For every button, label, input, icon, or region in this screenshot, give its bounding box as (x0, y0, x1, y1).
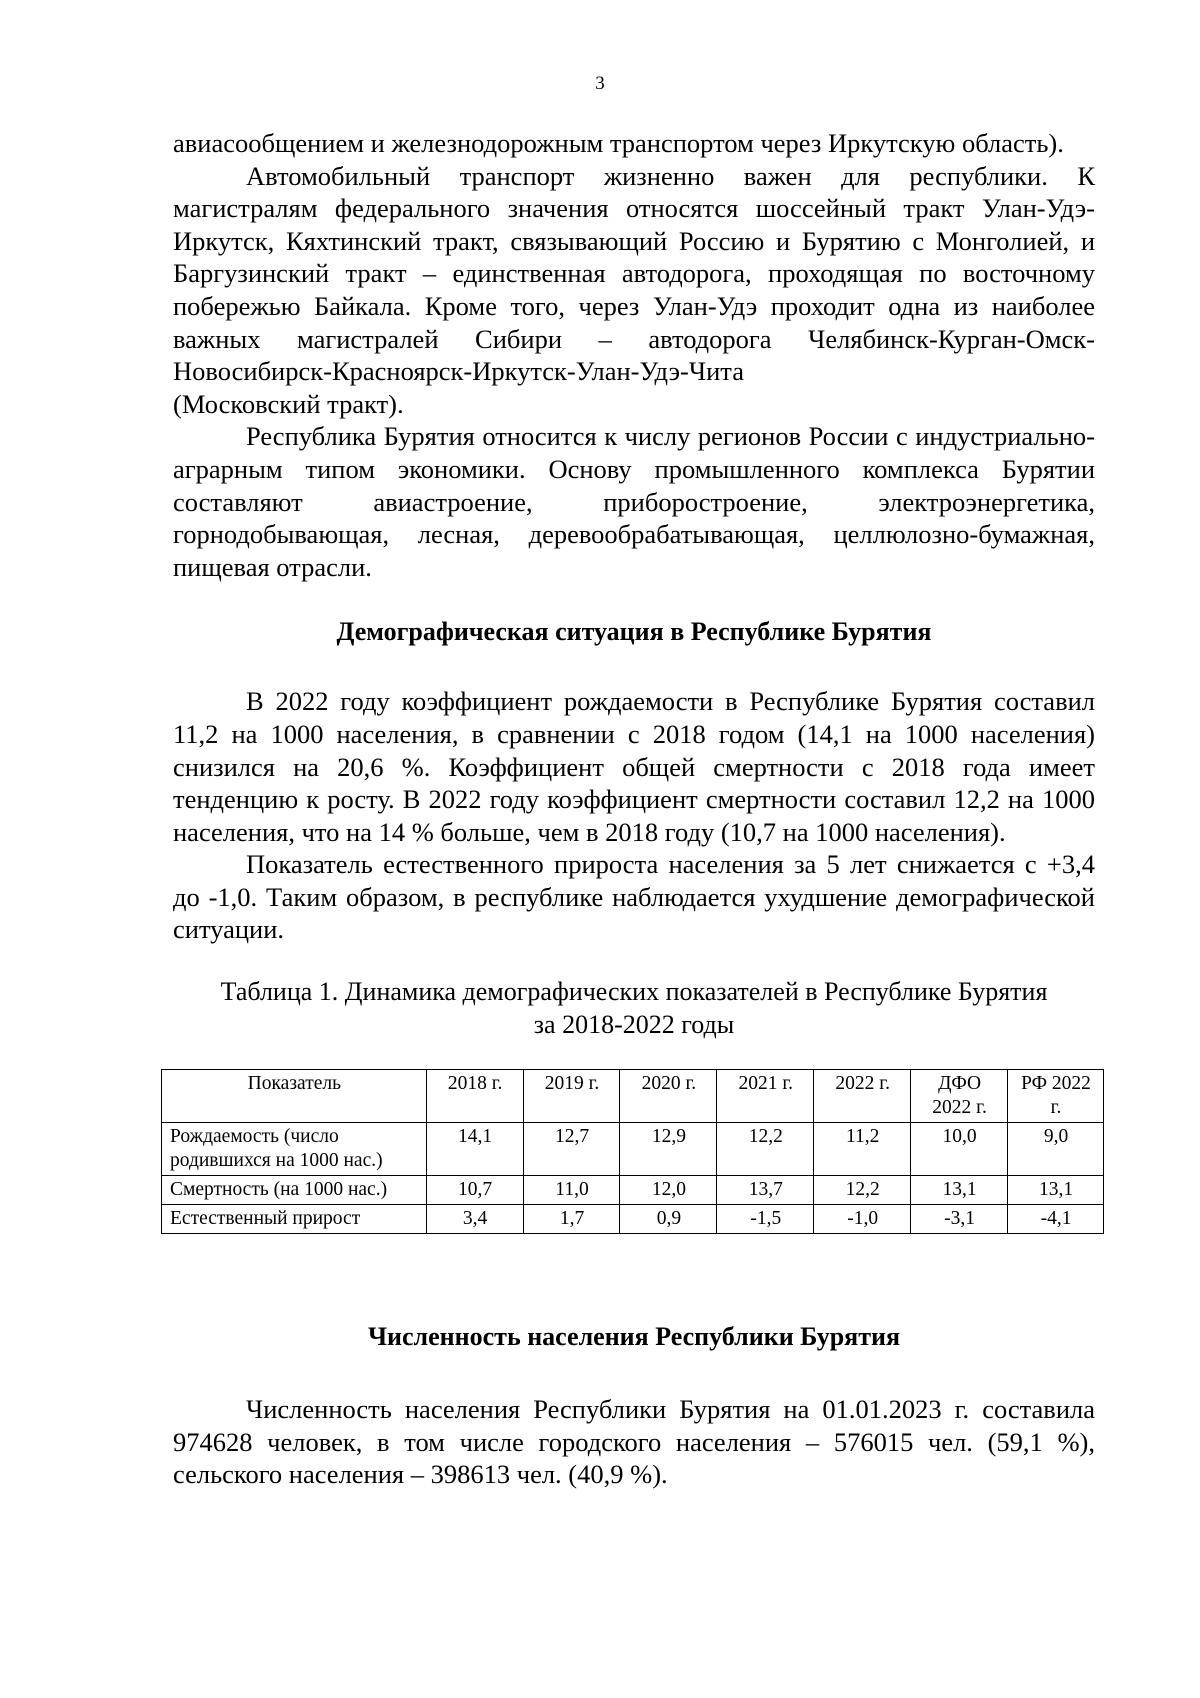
table-cell: 9,0 (1008, 1123, 1104, 1176)
table-header-cell: РФ 2022 г. (1008, 1070, 1104, 1123)
table-cell-label: Естественный прирост (162, 1205, 427, 1234)
table-cell: 11,0 (523, 1176, 620, 1205)
table-cell: 12,2 (717, 1123, 814, 1176)
table-cell: 12,0 (620, 1176, 717, 1205)
table-cell: -3,1 (911, 1205, 1008, 1234)
table-cell: -1,5 (717, 1205, 814, 1234)
table-cell: 10,7 (426, 1176, 523, 1205)
table-header-cell: ДФО 2022 г. (911, 1070, 1008, 1123)
table-header-cell: 2022 г. (814, 1070, 911, 1123)
table-header-cell: 2018 г. (426, 1070, 523, 1123)
table-caption-line-1: Таблица 1. Динамика демографических показателей в Республике Бурятия (220, 977, 1048, 1007)
table-header-row (162, 1070, 1104, 1123)
table-cell: 13,7 (717, 1176, 814, 1205)
intro-paragraph-economy: Республика Бурятия относится к числу регионов России с индустриально-аграрным типом экономики. Основу промышленного комплекса Бурятии составляют авиастроение, приборостроение, электроэнергетика, горнодобывающая, лесная, деревообрабатывающая, целлюлозно-бумажная, пищевая отрасли. (173, 421, 1095, 582)
table-cell: 3,4 (426, 1205, 523, 1234)
intro-paragraph-continued: авиасообщением и железнодорожным транспортом через Иркутскую область). (173, 128, 1064, 158)
table-cell: 10,0 (911, 1123, 1008, 1176)
table-row (162, 1123, 1104, 1176)
population-paragraph: Численность населения Республики Бурятия на 01.01.2023 г. составила 974628 человек, в том числе городского населения – 576015 чел. (59,1 %), сельского населения – 398613 чел. (40,9 %). (173, 1394, 1095, 1490)
table-cell: 12,9 (620, 1123, 717, 1176)
table-cell: 13,1 (911, 1176, 1008, 1205)
table-cell: 0,9 (620, 1205, 717, 1234)
table-cell: 13,1 (1008, 1176, 1104, 1205)
table-header-cell: 2020 г. (620, 1070, 717, 1123)
document-body (170, 127, 1095, 1491)
section-heading-population: Численность населения Республики Бурятия (367, 1322, 901, 1352)
table-cell-label: Смертность (на 1000 нас.) (162, 1176, 427, 1205)
table-caption-line-2: за 2018-2022 годы (533, 1010, 735, 1040)
table-cell: -4,1 (1008, 1205, 1104, 1234)
table-cell: 1,7 (523, 1205, 620, 1234)
page-number: 3 (595, 73, 605, 94)
table-container (0, 1069, 1095, 1282)
table-cell: 11,2 (814, 1123, 911, 1176)
table-cell: 12,2 (814, 1176, 911, 1205)
intro-paragraph-transport: Автомобильный транспорт жизненно важен для республики. К магистралям федерального значения относятся шоссейный тракт Улан-Удэ-Иркутск, Кяхтинский тракт, связывающий Россию и Бурятию с Монголией, и Баргузинский тракт – единственная автодорога, проходящая по восточному побережью Байкала. Кроме того, через Улан-Удэ проходит одна из наиболее важных магистралей Сибири – автодорога Челябинск-Курган-Омск-Новосибирск-Красноярск-Иркутск-Улан-Удэ-Чита (173, 160, 1095, 387)
table-header-cell: Показатель (162, 1070, 427, 1123)
intro-paragraph-moscow-tract: (Московский тракт). (173, 388, 404, 419)
table-caption (173, 975, 1095, 1041)
table-row (162, 1205, 1104, 1234)
table-row (162, 1176, 1104, 1205)
table-cell: 12,7 (523, 1123, 620, 1176)
table-cell: 14,1 (426, 1123, 523, 1176)
table-header-cell: 2021 г. (717, 1070, 814, 1123)
table-cell-label: Рождаемость (число родившихся на 1000 нас.) (162, 1123, 427, 1176)
demography-paragraph-natural-growth: Показатель естественного прироста населения за 5 лет снижается с +3,4 до -1,0. Таким образом, в республике наблюдается ухудшение демографической ситуации. (173, 849, 1095, 945)
demography-paragraph-birth-death: В 2022 году коэффициент рождаемости в Республике Бурятия составил 11,2 на 1000 населения, в сравнении с 2018 годом (14,1 на 1000 населения) снизился на 20,6 %. Коэффициент общей смертности с 2018 года имеет тенденцию к росту. В 2022 году коэффициент смертности составил 12,2 на 1000 населения, что на 14 % больше, чем в 2018 году (10,7 на 1000 населения). (173, 686, 1095, 847)
section-heading-demography: Демографическая ситуация в Республике Бурятия (336, 617, 932, 647)
table-header-cell: 2019 г. (523, 1070, 620, 1123)
demographics-table (161, 1069, 1104, 1234)
table-cell: -1,0 (814, 1205, 911, 1234)
